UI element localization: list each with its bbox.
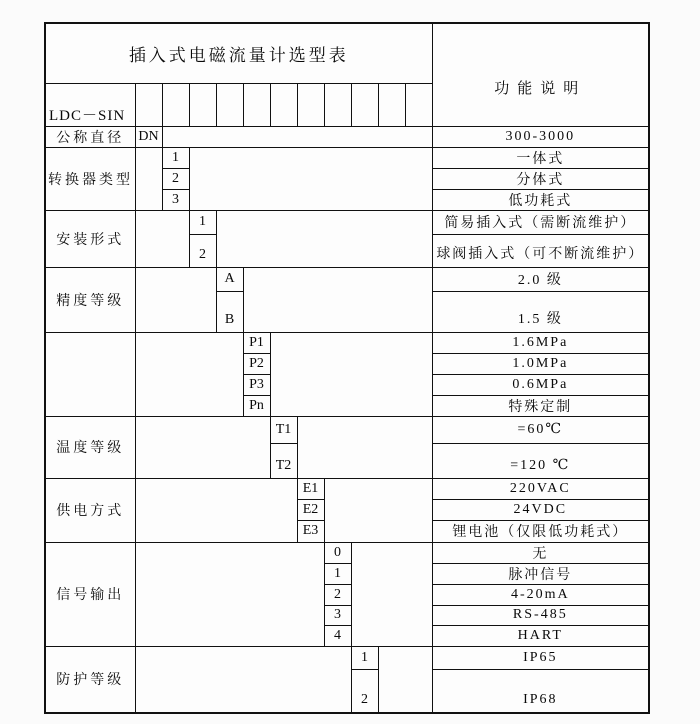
filler-cell [135,147,162,210]
desc-cell: 220VAC [432,478,649,499]
filler-cell [297,416,432,478]
filler-cell [135,542,324,646]
code-cell: 0 [324,542,351,563]
code-cell: E1 [297,478,324,499]
section-label: 供电方式 [45,478,135,542]
desc-cell: 1.5 级 [432,291,649,332]
code-cell: B [216,291,243,332]
desc-cell: 分体式 [432,168,649,189]
section-label-pressure [45,332,135,416]
code-cell: A [216,267,243,291]
section-label-dn: 公称直径 [45,126,135,147]
code-cell: P2 [243,353,270,374]
code-cell: 2 [162,168,189,189]
code-cell: 2 [189,234,216,267]
desc-cell: 锂电池（仅限低功耗式） [432,520,649,542]
code-slot [135,83,162,126]
desc-cell: 300-3000 [432,126,649,147]
filler-cell [135,416,270,478]
desc-cell: 24VDC [432,499,649,520]
code-cell: DN [135,126,162,147]
desc-cell: 4-20mA [432,584,649,605]
code-slot [351,83,378,126]
desc-cell: 特殊定制 [432,395,649,416]
filler-cell [162,126,432,147]
section-label: 信号输出 [45,542,135,646]
desc-header: 功能说明 [432,23,649,126]
section-label: 转换器类型 [45,147,135,210]
filler-cell [243,267,432,332]
code-cell: 2 [351,669,378,713]
code-slot [189,83,216,126]
code-slot [270,83,297,126]
desc-cell: =120 ℃ [432,443,649,478]
filler-cell [216,210,432,267]
section-label: 安装形式 [45,210,135,267]
desc-cell: 一体式 [432,147,649,168]
code-cell: 3 [324,605,351,625]
desc-cell: 0.6MPa [432,374,649,395]
filler-cell [270,332,432,416]
code-cell: T1 [270,416,297,443]
desc-cell: IP68 [432,669,649,713]
desc-cell: 1.6MPa [432,332,649,353]
section-label: 防护等级 [45,646,135,713]
desc-cell: 1.0MPa [432,353,649,374]
section-label: 精度等级 [45,267,135,332]
code-slot [216,83,243,126]
code-cell: P1 [243,332,270,353]
code-slot [297,83,324,126]
desc-cell: 脉冲信号 [432,563,649,584]
code-cell: 2 [324,584,351,605]
code-slot [324,83,351,126]
desc-cell: HART [432,625,649,646]
code-cell: 1 [189,210,216,234]
code-slot [378,83,405,126]
filler-cell [135,478,297,542]
desc-cell: RS-485 [432,605,649,625]
desc-cell: 无 [432,542,649,563]
filler-cell [135,646,351,713]
code-cell: 1 [351,646,378,669]
code-cell: 3 [162,189,189,210]
table-title: 插入式电磁流量计选型表 [45,23,432,83]
desc-cell: 2.0 级 [432,267,649,291]
desc-cell: 简易插入式（需断流维护） [432,210,649,234]
model-prefix: LDC－SIN [45,83,135,126]
desc-cell: =60℃ [432,416,649,443]
selection-table [44,22,650,714]
filler-cell [351,542,432,646]
code-cell: 1 [162,147,189,168]
code-slot [405,83,432,126]
filler-cell [135,210,189,267]
code-cell: 4 [324,625,351,646]
filler-cell [135,332,243,416]
filler-cell [378,646,432,713]
filler-cell [324,478,432,542]
desc-cell: IP65 [432,646,649,669]
code-cell: E2 [297,499,324,520]
filler-cell [135,267,216,332]
section-label: 温度等级 [45,416,135,478]
code-cell: E3 [297,520,324,542]
code-cell: T2 [270,443,297,478]
code-slot [162,83,189,126]
desc-cell: 低功耗式 [432,189,649,210]
filler-cell [189,147,432,210]
code-cell: P3 [243,374,270,395]
desc-cell: 球阀插入式（可不断流维护） [432,234,649,267]
code-slot [243,83,270,126]
code-cell: Pn [243,395,270,416]
code-cell: 1 [324,563,351,584]
